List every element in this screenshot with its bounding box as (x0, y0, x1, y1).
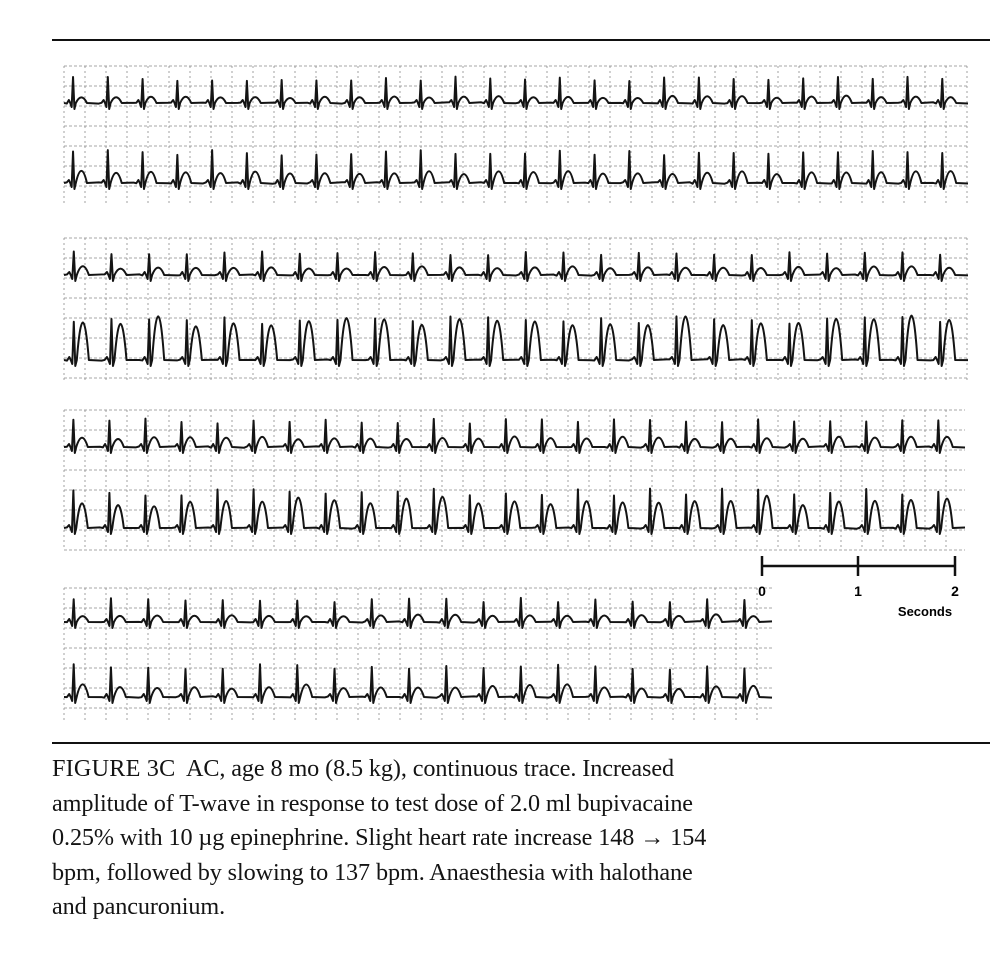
caption-line-4: bpm, followed by slowing to 137 bpm. Anaesthesia with halothane (52, 858, 693, 886)
ecg-trace-lead-2 (64, 316, 968, 366)
bottom-rule (52, 742, 990, 744)
ecg-grid (64, 238, 968, 380)
caption-text-1: AC, age 8 mo (8.5 kg), continuous trace. Increased (186, 755, 674, 782)
ecg-trace-lead-1 (64, 419, 965, 453)
ecg-trace-lead-1 (64, 251, 968, 281)
ecg-trace-lead-1 (64, 77, 968, 109)
ecg-strip-4 (64, 588, 772, 720)
figure-caption (52, 752, 982, 925)
ecg-strip-1 (64, 66, 968, 205)
caption-line-2: amplitude of T-wave in response to test dose of 2.0 ml bupivacaine (52, 789, 693, 817)
ecg-trace-lead-1 (64, 598, 772, 628)
ecg-trace-lead-2 (64, 489, 965, 534)
scale-label-1: 1 (854, 583, 862, 599)
scale-unit: Seconds (897, 604, 953, 619)
caption-line-1 (52, 752, 982, 787)
scale-label-0: 0 (758, 583, 766, 599)
time-scale-bar (758, 556, 959, 619)
caption-line-5: and pancuronium. (52, 893, 226, 920)
ecg-strip-3 (64, 410, 965, 550)
ecg-grid (64, 588, 772, 720)
scale-label-2: 2 (951, 583, 959, 599)
figure-label: FIGURE 3C (52, 755, 176, 782)
ecg-trace-lead-2 (64, 664, 772, 703)
ecg-trace-lead-2 (64, 150, 968, 189)
ecg-strip-2 (64, 238, 968, 380)
caption-line-3: 0.25% with 10 µg epinephrine. Slight heart rate increase 148 → 154 (52, 824, 707, 851)
